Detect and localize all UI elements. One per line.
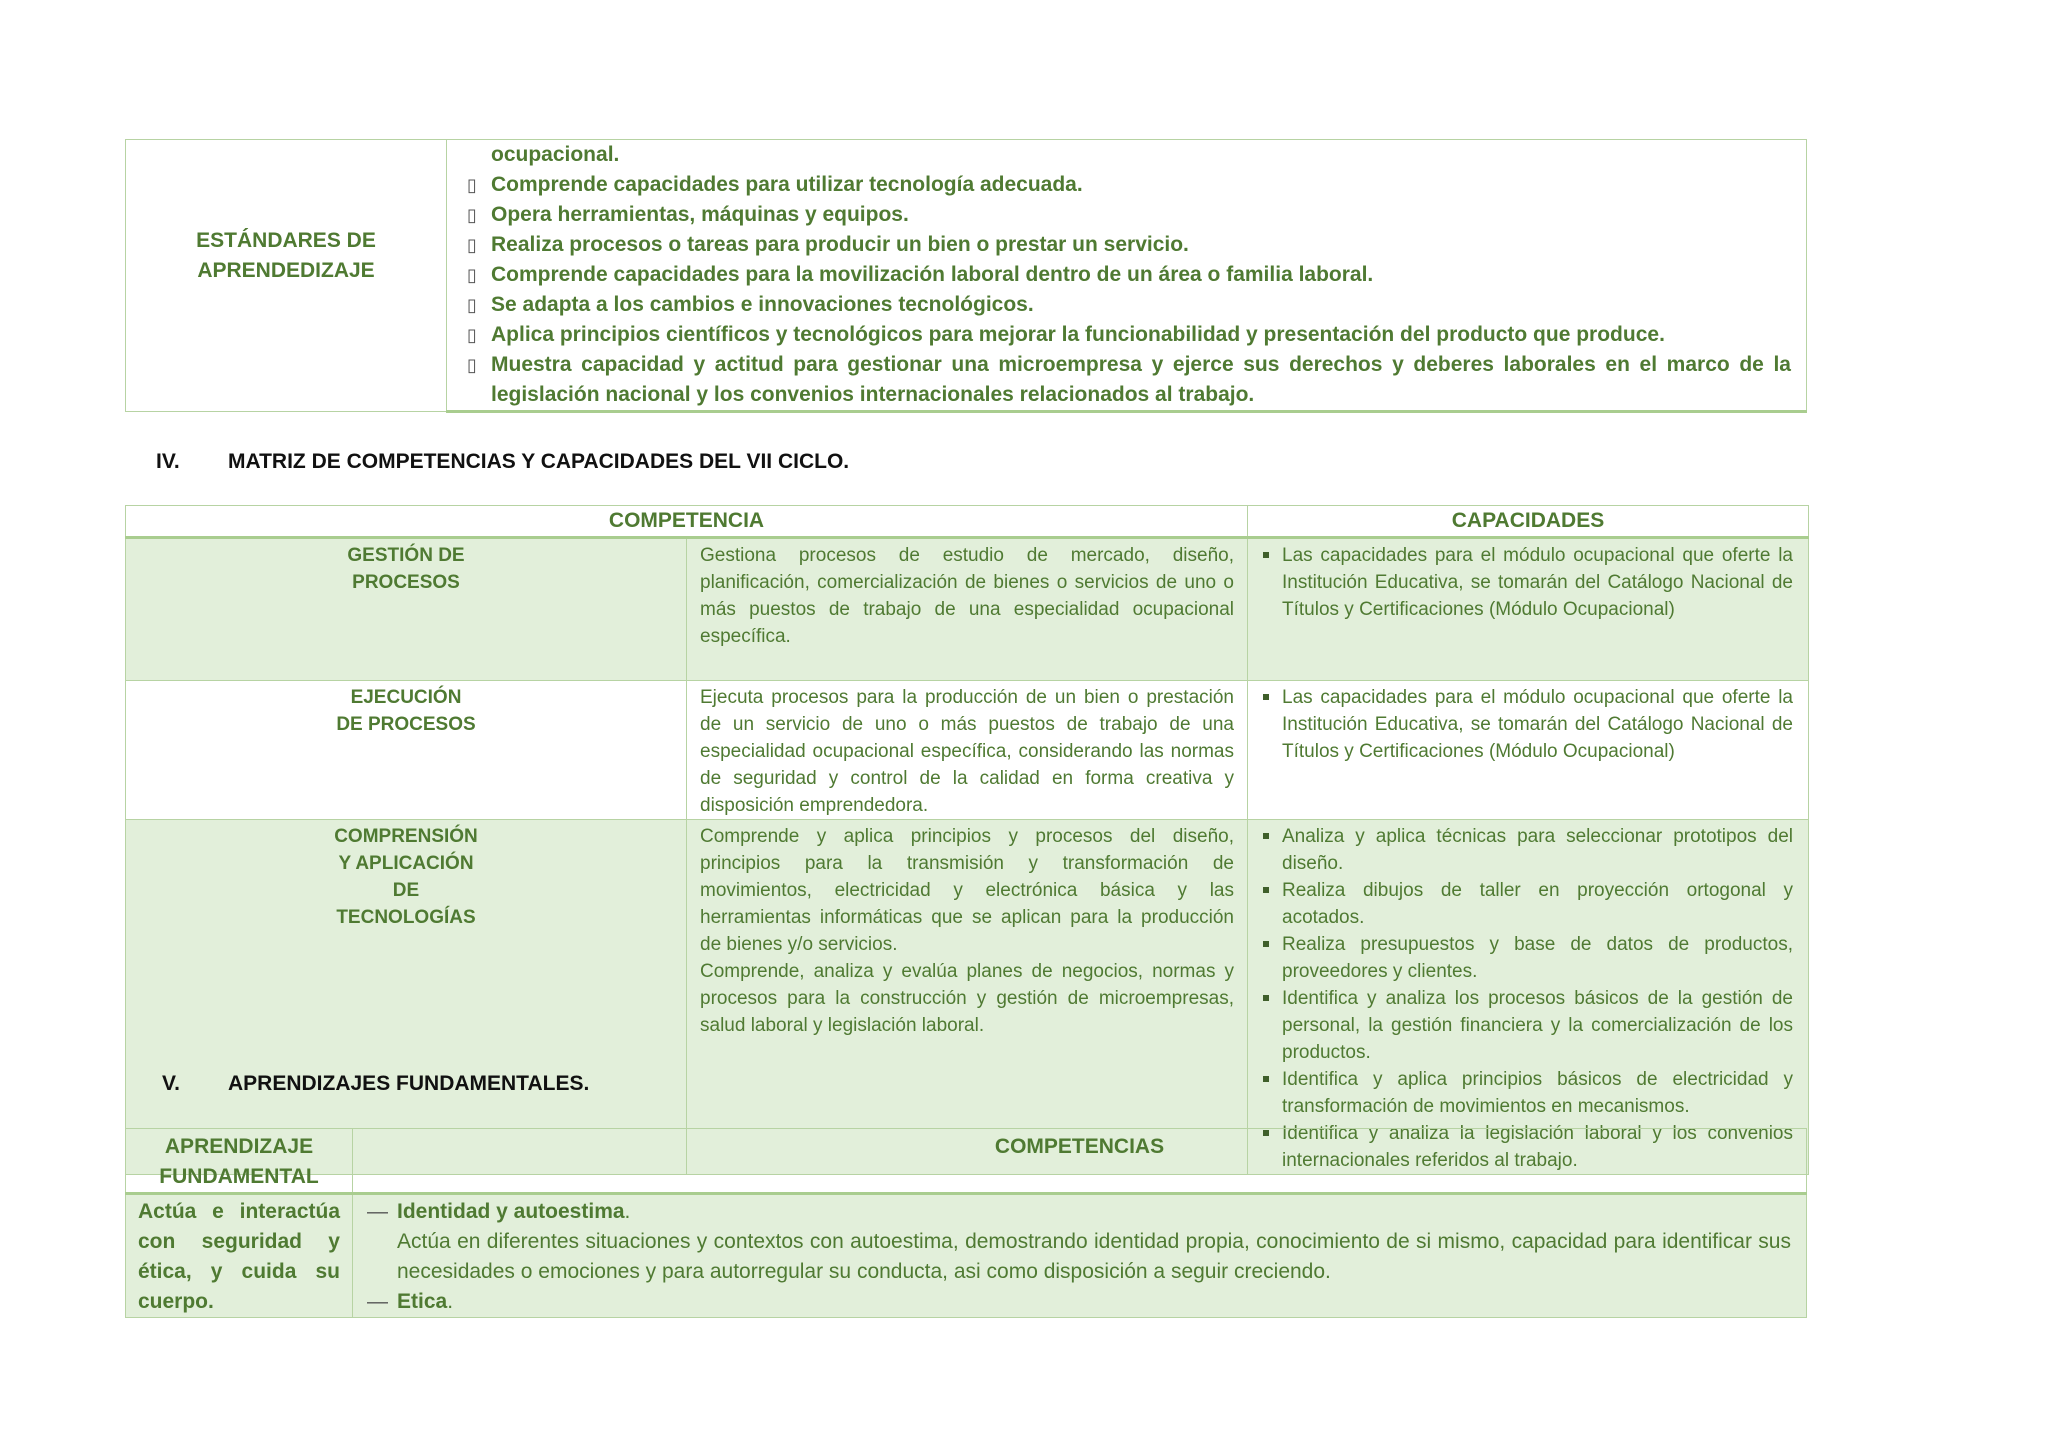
dash-bullet: — xyxy=(367,1200,388,1223)
description-paragraph: Comprende, analiza y evalúa planes de negocios, normas y procesos para la construcción y gestión de microempresas, salud laboral y legislación laboral. xyxy=(700,961,1234,1036)
row-competencias xyxy=(353,1194,1807,1318)
list-item xyxy=(467,350,1791,410)
row-label xyxy=(126,820,687,1175)
list-item: Identifica y analiza la legislación laboral y los convenios internacionales referidos al trabajo. xyxy=(1260,1120,1793,1174)
list-item: Las capacidades para el módulo ocupacional que oferte la Institución Educativa, se tomarán del Catálogo Nacional de Títulos y Certificaciones (Módulo Ocupacional) xyxy=(1260,684,1793,765)
missing-glyph-icon: ▯ xyxy=(467,235,477,255)
list-item xyxy=(367,1197,1791,1287)
list-item xyxy=(467,200,1791,230)
row-label-text: EJECUCIÓN DE PROCESOS xyxy=(336,687,476,735)
missing-glyph-icon: ▯ xyxy=(467,325,477,345)
description-paragraph: Comprende y aplica principios y procesos del diseño, principios para la transmisión y transformación de movimientos, electricidad y electrónica básica y las herramientas informáticas que se aplican para la producción de bienes y/o servicios. xyxy=(700,826,1234,955)
title-suffix: . xyxy=(447,1290,454,1313)
standards-table xyxy=(125,139,1807,413)
section-number: IV. xyxy=(156,450,180,473)
table-row xyxy=(126,1194,1807,1318)
list-item-text: Comprende capacidades para la movilización laboral dentro de un área o familia laboral. xyxy=(491,263,1374,286)
dash-bullet: — xyxy=(367,1290,388,1313)
matrix-header-row xyxy=(126,506,1809,538)
table-row xyxy=(126,820,1809,1175)
section-title: MATRIZ DE COMPETENCIAS Y CAPACIDADES DEL VII CICLO. xyxy=(228,450,850,473)
header-competencias: COMPETENCIAS xyxy=(353,1129,1807,1194)
missing-glyph-icon: ▯ xyxy=(467,295,477,315)
header-capacidades: CAPACIDADES xyxy=(1248,506,1809,538)
list-item: Identifica y aplica principios básicos de electricidad y transformación de movimientos en mecanismos. xyxy=(1260,1066,1793,1120)
list-item-text: Aplica principios científicos y tecnológicos para mejorar la funcionabilidad y presentación del producto que produce. xyxy=(491,323,1665,346)
list-item: Las capacidades para el módulo ocupacional que oferte la Institución Educativa, se tomarán del Catálogo Nacional de Títulos y Certificaciones (Módulo Ocupacional) xyxy=(1260,542,1793,623)
list-item: Analiza y aplica técnicas para seleccionar prototipos del diseño. xyxy=(1260,823,1793,877)
standards-continued-line xyxy=(467,140,1791,170)
section-number: V. xyxy=(162,1072,180,1095)
row-label xyxy=(126,538,687,681)
missing-glyph-icon: ▯ xyxy=(467,355,477,375)
competencia-title: Identidad y autoestima xyxy=(397,1200,625,1223)
row-description xyxy=(687,820,1248,1175)
row-label-text: GESTIÓN DE PROCESOS xyxy=(347,545,465,593)
standards-list xyxy=(467,140,1791,410)
header-aprendizaje-text: APRENDIZAJE FUNDAMENTAL xyxy=(159,1135,319,1188)
fundamental-header-row xyxy=(126,1129,1807,1194)
row-capacidades xyxy=(1248,538,1809,681)
capacidades-list xyxy=(1260,684,1793,765)
list-item xyxy=(467,260,1791,290)
section-title: APRENDIZAJES FUNDAMENTALES. xyxy=(228,1072,590,1095)
list-item xyxy=(467,290,1791,320)
row-label: Actúa e interactúa con seguridad y ética, y cuida su cuerpo. xyxy=(126,1194,353,1318)
list-item xyxy=(367,1287,1791,1317)
competencia-text: Actúa en diferentes situaciones y contextos con autoestima, demostrando identidad propia, conocimiento de si mismo, capacidad para identificar sus necesidades o emociones y para autorregular su conducta, asi como disposición a seguir creciendo. xyxy=(397,1230,1791,1283)
fundamental-learning-table xyxy=(125,1128,1807,1318)
header-competencia: COMPETENCIA xyxy=(126,506,1248,538)
title-suffix: . xyxy=(624,1200,631,1223)
standards-label xyxy=(126,140,447,412)
row-label xyxy=(126,681,687,820)
list-item-text: Realiza procesos o tareas para producir un bien o prestar un servicio. xyxy=(491,233,1189,256)
row-label-text: COMPRENSIÓN Y APLICACIÓN DE TECNOLOGÍAS xyxy=(334,826,478,928)
section-v-heading xyxy=(162,1072,589,1096)
standards-label-text: ESTÁNDARES DE APRENDEDIZAJE xyxy=(196,228,376,282)
list-item: Realiza presupuestos y base de datos de productos, proveedores y clientes. xyxy=(1260,931,1793,985)
missing-glyph-icon: ▯ xyxy=(467,175,477,195)
list-item xyxy=(467,320,1791,350)
list-item-text: Muestra capacidad y actitud para gestionar una microempresa y ejerce sus derechos y deberes laborales en el marco de la legislación nacional y los convenios internacionales relacionados al trabajo. xyxy=(491,353,1791,406)
capacidades-list xyxy=(1260,823,1793,1174)
table-row xyxy=(126,681,1809,820)
capacidades-list xyxy=(1260,542,1793,623)
competencias-list xyxy=(367,1197,1791,1317)
list-item: Realiza dibujos de taller en proyección ortogonal y acotados. xyxy=(1260,877,1793,931)
header-aprendizaje xyxy=(126,1129,353,1194)
missing-glyph-icon: ▯ xyxy=(467,265,477,285)
list-item-text: Opera herramientas, máquinas y equipos. xyxy=(491,203,909,226)
standards-content xyxy=(447,140,1807,412)
continued-text: ocupacional. xyxy=(491,143,620,166)
list-item xyxy=(467,170,1791,200)
list-item: Identifica y analiza los procesos básicos de la gestión de personal, la gestión financiera y la comercialización de los productos. xyxy=(1260,985,1793,1066)
row-description: Ejecuta procesos para la producción de un bien o prestación de un servicio de uno o más puestos de trabajo de una especialidad ocupacional específica, considerando las normas de seguridad y control de la calidad en forma creativa y disposición emprendedora. xyxy=(687,681,1248,820)
competencia-title: Etica xyxy=(397,1290,448,1313)
missing-glyph-icon: ▯ xyxy=(467,205,477,225)
row-capacidades xyxy=(1248,820,1809,1175)
list-item xyxy=(467,230,1791,260)
row-description: Gestiona procesos de estudio de mercado, diseño, planificación, comercialización de bienes o servicios de uno o más puestos de trabajo de una especialidad ocupacional específica. xyxy=(687,538,1248,681)
row-capacidades xyxy=(1248,681,1809,820)
section-iv-heading xyxy=(156,450,849,474)
list-item-text: Comprende capacidades para utilizar tecnología adecuada. xyxy=(491,173,1083,196)
list-item-text: Se adapta a los cambios e innovaciones tecnológicos. xyxy=(491,293,1034,316)
table-row xyxy=(126,538,1809,681)
